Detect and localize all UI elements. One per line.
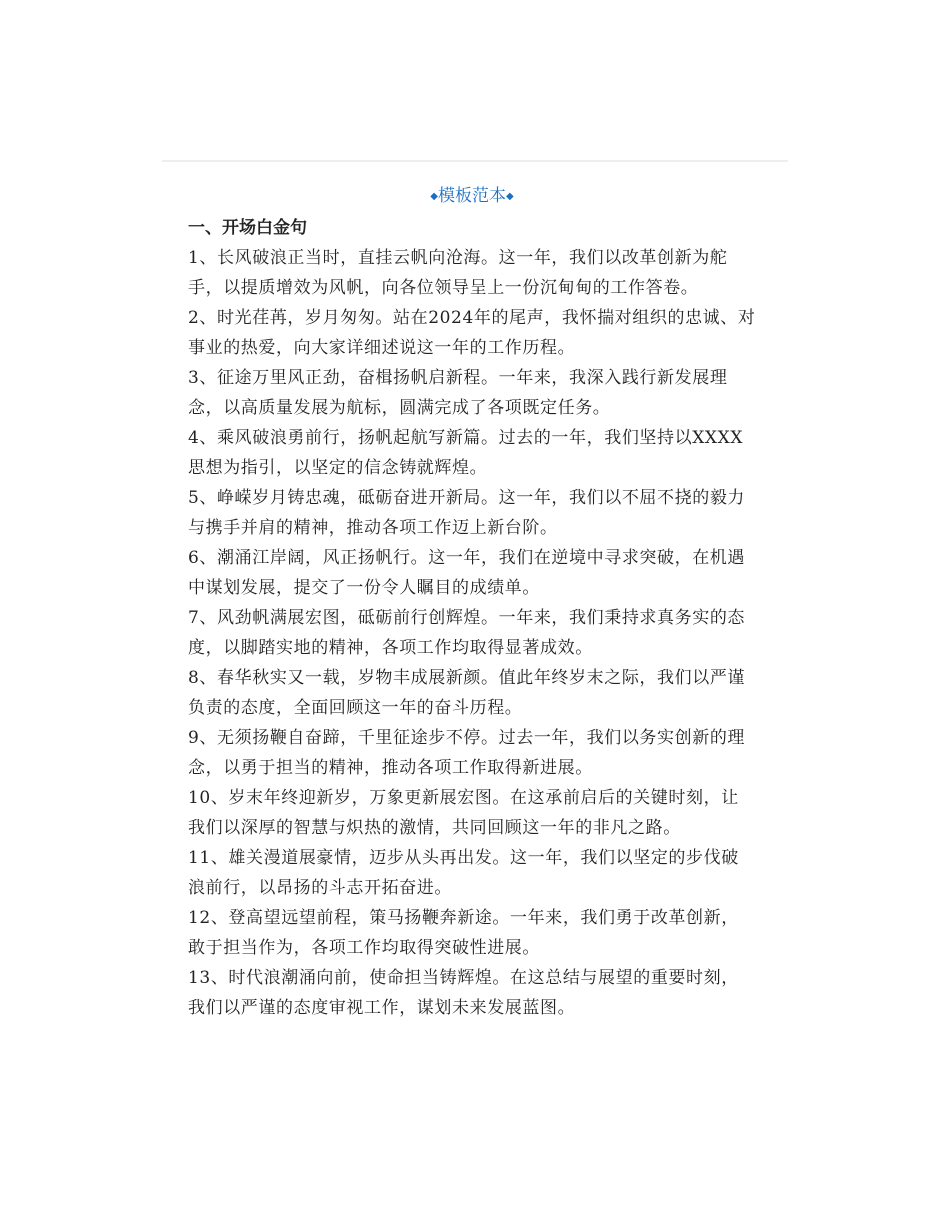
header-divider [162,160,788,162]
template-label [188,182,756,211]
paragraph-2: 2、时光荏苒，岁月匆匆。站在2024年的尾声，我怀揣对组织的忠诚、对事业的热爱，向大家详细述说这一年的工作历程。 [188,308,756,358]
diamond-left-icon: ◆ [430,191,438,202]
paragraph-5: 5、峥嵘岁月铸忠魂，砥砺奋进开新局。这一年，我们以不屈不挠的毅力与携手并肩的精神，推动各项工作迈上新台阶。 [188,488,746,538]
template-label-text: 模板范本 [438,186,506,206]
paragraph-1: 1、长风破浪正当时，直挂云帆向沧海。这一年，我们以改革创新为舵手，以提质增效为风帆，向各位领导呈上一份沉甸甸的工作答卷。 [188,248,728,298]
paragraph-6: 6、潮涌江岸阔，风正扬帆行。这一年，我们在逆境中寻求突破，在机遇中谋划发展，提交了一份令人瞩目的成绩单。 [188,548,746,598]
paragraph-13: 13、时代浪潮涌向前，使命担当铸辉煌。在这总结与展望的重要时刻，我们以严谨的态度审视工作，谋划未来发展蓝图。 [188,968,739,1018]
diamond-right-icon: ◆ [506,191,514,202]
paragraph-7: 7、风劲帆满展宏图，砥砺前行创辉煌。一年来，我们秉持求真务实的态度，以脚踏实地的精神，各项工作均取得显著成效。 [188,608,746,658]
paragraph-3: 3、征途万里风正劲，奋楫扬帆启新程。一年来，我深入践行新发展理念，以高质量发展为航标，圆满完成了各项既定任务。 [188,368,728,418]
paragraph-11: 11、雄关漫道展豪情，迈步从头再出发。这一年，我们以坚定的步伐破浪前行，以昂扬的斗志开拓奋进。 [188,848,739,898]
paragraph-10: 10、岁末年终迎新岁，万象更新展宏图。在这承前启后的关键时刻，让我们以深厚的智慧与炽热的激情，共同回顾这一年的非凡之路。 [188,788,739,838]
paragraph-12: 12、登高望远望前程，策马扬鞭奔新途。一年来，我们勇于改革创新，敢于担当作为，各项工作均取得突破性进展。 [188,908,739,958]
section-heading: 一、开场白金句 [188,218,307,238]
paragraph-8: 8、春华秋实又一载，岁物丰成展新颜。值此年终岁末之际，我们以严谨负责的态度，全面回顾这一年的奋斗历程。 [188,668,746,718]
document-body [188,182,756,1023]
paragraph-4: 4、乘风破浪勇前行，扬帆起航写新篇。过去的一年，我们坚持以XXXX思想为指引，以坚定的信念铸就辉煌。 [188,428,744,478]
paragraph-9: 9、无须扬鞭自奋蹄，千里征途步不停。过去一年，我们以务实创新的理念，以勇于担当的精神，推动各项工作取得新进展。 [188,728,746,778]
